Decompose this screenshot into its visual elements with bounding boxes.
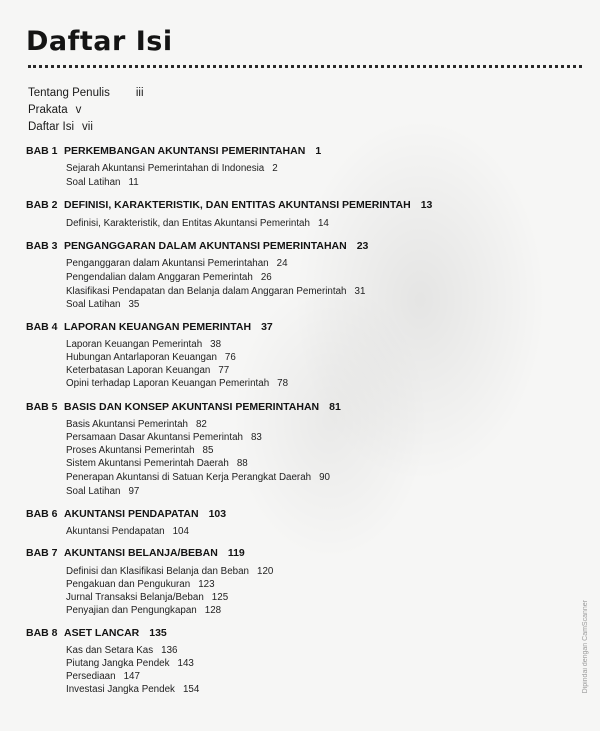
subitem-label: Kas dan Setara Kas (66, 645, 154, 656)
subitem-label: Klasifikasi Pendapatan dan Belanja dalam Anggaran Pemerintah (66, 286, 347, 297)
front-matter-label: Tentang Penulis (28, 87, 110, 99)
front-matter-label: Daftar Isi (28, 121, 75, 133)
subitem-page: 154 (182, 684, 200, 695)
subitem-label: Penyajian dan Pengungkapan (66, 605, 197, 616)
subitem-page: 143 (177, 658, 194, 669)
chapter-title: PERKEMBANGAN AKUNTANSI PEMERINTAHAN (64, 145, 306, 157)
dotted-divider (28, 65, 582, 68)
chapter-subitem (66, 566, 273, 577)
chapter-subitem (66, 658, 194, 669)
subitem-label: Sejarah Akuntansi Pemerintahan di Indonesia (66, 163, 265, 174)
chapter-title: PENGANGGARAN DALAM AKUNTANSI PEMERINTAHAN (64, 240, 347, 252)
chapter-subitem (66, 605, 221, 616)
chapter-heading (26, 627, 167, 639)
chapter-heading (26, 401, 341, 413)
chapter-subitem (66, 177, 139, 188)
chapter-subitem (66, 671, 140, 682)
subitem-page: 97 (128, 486, 140, 497)
subitem-page: 26 (260, 272, 272, 283)
chapter-number: BAB 5 (26, 401, 58, 413)
chapter-heading (26, 321, 273, 333)
front-matter-label: Prakata (28, 104, 68, 116)
chapter-number: BAB 7 (26, 547, 58, 559)
chapter-heading (26, 199, 432, 211)
front-matter-item (28, 87, 144, 99)
subitem-label: Persamaan Dasar Akuntansi Pemerintah (66, 432, 243, 443)
chapter-subitem (66, 645, 178, 656)
subitem-page: 14 (317, 218, 329, 229)
subitem-label: Soal Latihan (66, 177, 121, 188)
subitem-label: Akuntansi Pendapatan (66, 526, 165, 537)
subitem-page: 128 (204, 605, 222, 616)
chapter-page: 13 (420, 199, 433, 211)
chapter-subitem (66, 419, 207, 430)
subitem-page: 78 (277, 378, 289, 389)
subitem-page: 11 (128, 177, 139, 188)
subitem-page: 136 (161, 645, 178, 656)
chapter-title: BASIS DAN KONSEP AKUNTANSI PEMERINTAHAN (64, 401, 320, 413)
subitem-page: 77 (218, 365, 230, 376)
subitem-label: Jurnal Transaksi Belanja/Beban (66, 592, 204, 603)
subitem-page: 35 (128, 299, 140, 310)
subitem-label: Soal Latihan (66, 486, 121, 497)
subitem-label: Definisi, Karakteristik, dan Entitas Akuntansi Pemerintah (66, 218, 310, 229)
subitem-page: 83 (250, 432, 262, 443)
chapter-title: AKUNTANSI PENDAPATAN (64, 508, 199, 520)
subitem-label: Definisi dan Klasifikasi Belanja dan Beban (66, 566, 249, 577)
front-matter-page: iii (135, 87, 144, 99)
subitem-page: 82 (195, 419, 207, 430)
chapter-title: AKUNTANSI BELANJA/BEBAN (64, 547, 218, 559)
subitem-page: 2 (272, 163, 278, 174)
page-title: Daftar Isi (26, 26, 173, 57)
subitem-page: 120 (257, 566, 274, 577)
chapter-subitem (66, 339, 221, 350)
chapter-heading (26, 145, 321, 157)
chapter-number: BAB 8 (26, 627, 58, 639)
subitem-label: Pengakuan dan Pengukuran (66, 579, 191, 590)
chapter-title: LAPORAN KEUANGAN PEMERINTAH (64, 321, 252, 333)
scanner-watermark: Dipindai dengan CamScanner (582, 600, 589, 694)
chapter-subitem (66, 258, 288, 269)
subitem-label: Penganggaran dalam Akuntansi Pemerintahan (66, 258, 269, 269)
chapter-number: BAB 6 (26, 508, 58, 520)
chapter-heading (26, 547, 245, 559)
subitem-label: Soal Latihan (66, 299, 121, 310)
subitem-label: Penerapan Akuntansi di Satuan Kerja Perangkat Daerah (66, 472, 312, 483)
chapter-title: DEFINISI, KARAKTERISTIK, DAN ENTITAS AKUNTANSI PEMERINTAH (64, 199, 411, 211)
subitem-page: 90 (319, 472, 330, 483)
chapter-page: 81 (329, 401, 341, 413)
subitem-page: 147 (123, 671, 140, 682)
front-matter-item (28, 121, 93, 133)
chapter-subitem (66, 458, 248, 469)
subitem-label: Basis Akuntansi Pemerintah (66, 419, 188, 430)
chapter-subitem (66, 472, 330, 483)
subitem-page: 104 (172, 526, 189, 537)
chapter-number: BAB 3 (26, 240, 58, 252)
chapter-page: 135 (149, 627, 167, 639)
chapter-page: 1 (315, 145, 322, 157)
chapter-subitem (66, 378, 288, 389)
chapter-number: BAB 4 (26, 321, 58, 333)
subitem-label: Piutang Jangka Pendek (66, 658, 170, 669)
chapter-subitem (66, 445, 213, 456)
chapter-subitem (66, 592, 228, 603)
subitem-label: Persediaan (66, 671, 116, 682)
subitem-label: Pengendalian dalam Anggaran Pemerintah (66, 272, 253, 283)
chapter-subitem (66, 218, 329, 229)
subitem-page: 38 (210, 339, 222, 350)
subitem-page: 88 (236, 458, 248, 469)
chapter-page: 119 (227, 547, 245, 559)
chapter-subitem (66, 432, 262, 443)
chapter-page: 23 (356, 240, 369, 252)
subitem-label: Investasi Jangka Pendek (66, 684, 175, 695)
subitem-label: Hubungan Antarlaporan Keuangan (66, 352, 217, 363)
subitem-page: 85 (202, 445, 214, 456)
subitem-page: 123 (198, 579, 215, 590)
subitem-label: Sistem Akuntansi Pemerintah Daerah (66, 458, 229, 469)
chapter-subitem (66, 684, 199, 695)
chapter-subitem (66, 286, 365, 297)
subitem-page: 24 (276, 258, 288, 269)
subitem-label: Proses Akuntansi Pemerintah (66, 445, 195, 456)
subitem-page: 31 (354, 286, 366, 297)
front-matter-item (28, 104, 81, 116)
subitem-page: 76 (224, 352, 236, 363)
subitem-page: 125 (211, 592, 229, 603)
subitem-label: Laporan Keuangan Pemerintah (66, 339, 203, 350)
subitem-label: Opini terhadap Laporan Keuangan Pemerintah (66, 378, 270, 389)
subitem-label: Keterbatasan Laporan Keuangan (66, 365, 211, 376)
chapter-subitem (66, 486, 139, 497)
chapter-heading (26, 508, 226, 520)
chapter-subitem (66, 526, 189, 537)
chapter-subitem (66, 579, 215, 590)
chapter-page: 37 (261, 321, 273, 333)
chapter-subitem (66, 163, 278, 174)
chapter-number: BAB 2 (26, 199, 58, 211)
chapter-page: 103 (208, 508, 227, 520)
front-matter-page: vii (82, 121, 93, 133)
front-matter-page: v (75, 104, 82, 116)
chapter-subitem (66, 365, 229, 376)
chapter-subitem (66, 272, 272, 283)
chapter-subitem (66, 299, 139, 310)
chapter-number: BAB 1 (26, 145, 58, 157)
chapter-subitem (66, 352, 236, 363)
chapter-title: ASET LANCAR (64, 627, 140, 639)
chapter-heading (26, 240, 368, 252)
